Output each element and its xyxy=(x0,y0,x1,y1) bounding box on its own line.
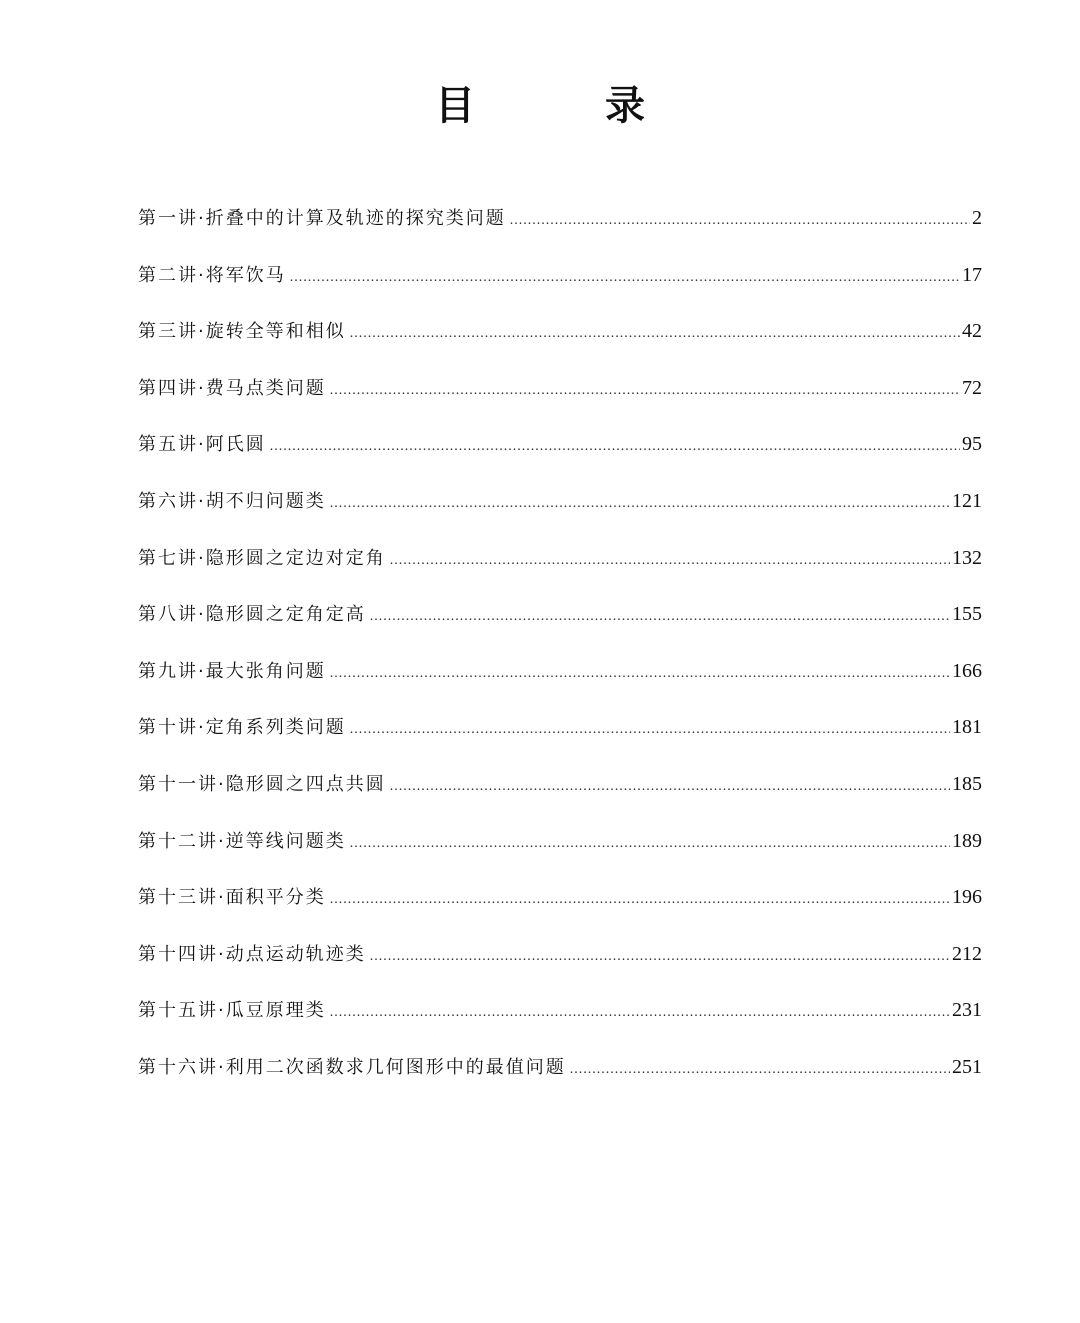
toc-entry-page: 72 xyxy=(962,376,982,399)
toc-entry-page: 251 xyxy=(952,1055,982,1078)
toc-entry-label: 第十讲·定角系列类问题 xyxy=(138,717,346,739)
toc-entry[interactable] xyxy=(138,311,982,368)
toc-entry[interactable] xyxy=(138,424,982,481)
toc-entry[interactable] xyxy=(138,877,982,934)
toc-dot-leader xyxy=(330,654,950,694)
toc-entry[interactable] xyxy=(138,481,982,538)
toc-dot-leader xyxy=(390,541,950,581)
toc-entry[interactable] xyxy=(138,538,982,595)
toc-entry-page: 185 xyxy=(952,772,982,795)
toc-entry[interactable] xyxy=(138,821,982,878)
toc-entry-label: 第十六讲·利用二次函数求几何图形中的最值问题 xyxy=(138,1056,566,1078)
toc-entry-label: 第六讲·胡不归问题类 xyxy=(138,490,326,512)
toc-dot-leader xyxy=(330,993,950,1033)
toc-entry-page: 155 xyxy=(952,603,982,626)
toc-entry[interactable] xyxy=(138,990,982,1047)
toc-dot-leader xyxy=(330,484,950,524)
toc-dot-leader xyxy=(330,880,950,920)
toc-entry[interactable] xyxy=(138,651,982,708)
toc-entry-page: 42 xyxy=(962,320,982,343)
toc-entry-page: 181 xyxy=(952,716,982,739)
toc-entry-page: 231 xyxy=(952,999,982,1022)
toc-dot-leader xyxy=(510,201,970,241)
toc-entry-page: 121 xyxy=(952,489,982,512)
toc-entry-page: 132 xyxy=(952,546,982,569)
toc-entry[interactable] xyxy=(138,1047,982,1104)
toc-dot-leader xyxy=(270,427,960,467)
toc-dot-leader xyxy=(370,597,950,637)
toc-entry-page: 166 xyxy=(952,659,982,682)
toc-entry-page: 95 xyxy=(962,433,982,456)
toc-entry-label: 第十二讲·逆等线问题类 xyxy=(138,830,346,852)
toc-entry-label: 第五讲·阿氏圆 xyxy=(138,434,266,456)
toc-entry-label: 第十四讲·动点运动轨迹类 xyxy=(138,943,366,965)
toc-entry-label: 第三讲·旋转全等和相似 xyxy=(138,321,346,343)
toc-dot-leader xyxy=(570,1050,950,1090)
toc-entry-label: 第七讲·隐形圆之定边对定角 xyxy=(138,547,386,569)
toc-entry-page: 189 xyxy=(952,829,982,852)
table-of-contents xyxy=(138,198,982,1104)
toc-dot-leader xyxy=(350,314,960,354)
toc-entry-label: 第四讲·费马点类问题 xyxy=(138,377,326,399)
toc-entry[interactable] xyxy=(138,707,982,764)
toc-entry-label: 第一讲·折叠中的计算及轨迹的探究类问题 xyxy=(138,208,506,229)
toc-entry[interactable] xyxy=(138,198,982,255)
toc-entry-page: 212 xyxy=(952,942,982,965)
toc-dot-leader xyxy=(370,937,950,977)
toc-entry-label: 第十三讲·面积平分类 xyxy=(138,887,326,909)
toc-entry-page: 196 xyxy=(952,886,982,909)
page-title: 目 录 xyxy=(435,83,703,129)
toc-dot-leader xyxy=(330,371,960,411)
toc-entry[interactable] xyxy=(138,764,982,821)
toc-entry-label: 第八讲·隐形圆之定角定高 xyxy=(138,604,366,626)
toc-entry-label: 第十一讲·隐形圆之四点共圆 xyxy=(138,773,386,795)
toc-entry[interactable] xyxy=(138,594,982,651)
toc-dot-leader xyxy=(350,710,950,750)
toc-dot-leader xyxy=(290,258,960,298)
toc-dot-leader xyxy=(350,824,950,864)
toc-entry-page: 17 xyxy=(962,263,982,286)
toc-entry-label: 第二讲·将军饮马 xyxy=(138,264,286,286)
toc-entry-label: 第九讲·最大张角问题 xyxy=(138,660,326,682)
toc-entry[interactable] xyxy=(138,255,982,312)
toc-entry-label: 第十五讲·瓜豆原理类 xyxy=(138,1000,326,1022)
toc-entry[interactable] xyxy=(138,934,982,991)
toc-entry[interactable] xyxy=(138,368,982,425)
toc-dot-leader xyxy=(390,767,950,807)
toc-entry-page: 2 xyxy=(972,207,982,229)
